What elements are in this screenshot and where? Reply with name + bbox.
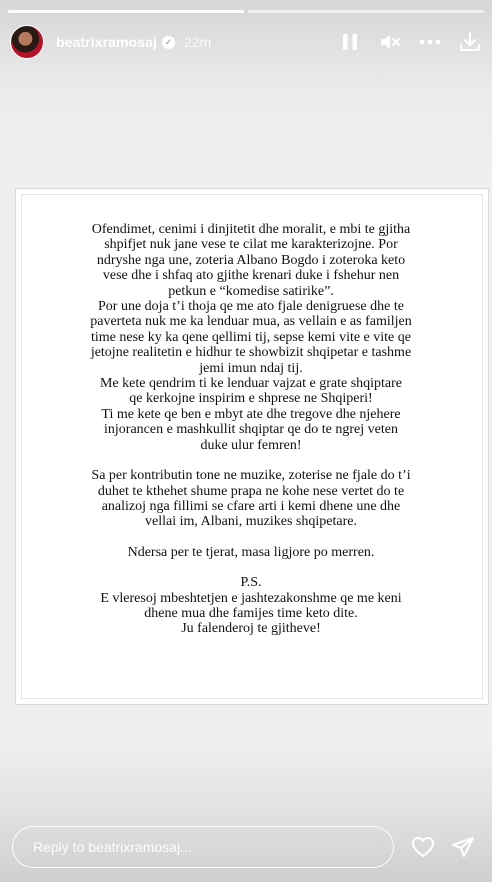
time-ago: 22m: [184, 34, 212, 50]
progress-segment-2: [248, 10, 484, 13]
statement-line: E vleresoj mbeshtetjen e jashtezakonshme qe me keni: [100, 590, 402, 606]
statement-line: Ndersa per te tjerat, masa ligjore po merren.: [127, 544, 375, 560]
speaker-muted-icon: [379, 32, 401, 52]
reply-bar: [12, 826, 394, 868]
statement-line: jetojne realitetin e hidhur te showbizit shqipetar e tashme: [90, 345, 412, 361]
heart-icon: [410, 835, 436, 859]
story-progress-bar: [8, 10, 484, 13]
statement-line: dhene mua dhe famijes time keto dite.: [144, 605, 358, 621]
download-button[interactable]: [458, 30, 482, 54]
statement-paragraph: [34, 222, 468, 453]
statement-text: [34, 222, 468, 637]
more-horizontal-icon: [419, 39, 441, 45]
statement-line: vese dhe i shfaq ato gjithe krenari duke i fshehur nen: [102, 268, 400, 284]
statement-line: paverteta nuk me ka lenduar mua, as vellain e as familjen: [90, 314, 412, 330]
download-icon: [458, 30, 482, 54]
pause-button[interactable]: [338, 30, 362, 54]
pause-icon: [341, 32, 359, 52]
statement-line: jemi imun ndaj tij.: [199, 360, 303, 376]
more-options-button[interactable]: [418, 30, 442, 54]
statement-line: ndryshe nga une, zoteria Albano Bogdo i zoteroka keto: [96, 252, 406, 268]
statement-paragraph: [34, 468, 468, 530]
paragraph-gap: [34, 453, 468, 468]
avatar[interactable]: [10, 25, 44, 59]
statement-line: shpifjet nuk jane vese te cilat me karakterizojne. Por: [104, 237, 398, 253]
statement-line: Sa per kontributin tone ne muzike, zoterise ne fjale do t’i: [91, 468, 411, 484]
statement-line: Ju falenderoj te gjitheve!: [181, 621, 321, 637]
username[interactable]: beatrixramosaj: [56, 34, 158, 50]
statement-line: qe kerkojne inspirim e shprese ne Shqiperi!: [129, 391, 373, 407]
like-button[interactable]: [409, 833, 437, 861]
statement-line: vellai im, Albani, muzikes shqipetare.: [145, 514, 357, 530]
verified-badge-icon: ✓: [162, 36, 175, 49]
mute-button[interactable]: [378, 30, 402, 54]
send-button[interactable]: [449, 833, 477, 861]
paragraph-gap: [34, 530, 468, 545]
send-icon: [451, 835, 475, 859]
reply-input[interactable]: [12, 826, 394, 868]
statement-line: Ti me kete qe ben e mbyt ate dhe tregove dhe njehere: [101, 406, 401, 422]
statement-paragraph: [34, 545, 468, 560]
story-header: [10, 24, 482, 60]
statement-paragraph: [34, 575, 468, 637]
statement-line: time nese ky ka qene qellimi tij, sepse kemi vite e vite qe: [91, 329, 411, 345]
statement-line: Me kete qendrim ti ke lenduar vajzat e grate shqiptare: [99, 376, 403, 392]
statement-line: P.S.: [240, 575, 262, 591]
statement-line: Por une doja t’i thoja qe me ato fjale denigruese dhe te: [98, 299, 404, 315]
paragraph-gap: [34, 560, 468, 575]
statement-line: injorancen e mashkullit shqiptar qe do te ngrej veten: [104, 422, 398, 438]
statement-line: Ofendimet, cenimi i dinjitetit dhe moralit, e mbi te gjitha: [91, 222, 411, 237]
statement-line: duhet te kthehet shume prapa ne kohe nese vertet do te: [97, 483, 405, 499]
progress-segment-1: [8, 10, 244, 13]
statement-card: [15, 188, 489, 705]
statement-line: petkun e “komedise satirike”.: [168, 283, 334, 299]
story-controls: [338, 30, 482, 54]
statement-line: analizoj nga fillimi se cfare arti i kemi dhene une dhe: [101, 498, 401, 514]
statement-line: duke ulur femren!: [200, 437, 302, 453]
